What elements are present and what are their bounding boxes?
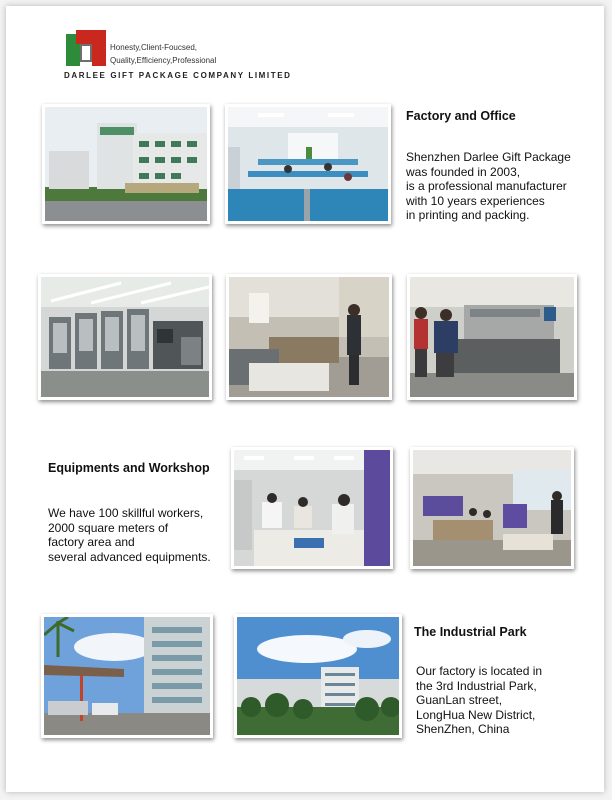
parking-lot-photo <box>41 614 213 738</box>
cutting-machine-photo <box>407 274 577 400</box>
workshop-heading: Equipments and Workshop <box>48 461 210 475</box>
office-photo <box>225 104 391 224</box>
production-floor-photo <box>410 447 574 569</box>
slogan-line1: Honesty,Client-Foucsed, <box>110 43 197 52</box>
company-logo <box>66 30 106 66</box>
slogan-line2: Quality,Efficiency,Professional <box>110 56 217 65</box>
printing-machine-photo <box>38 274 212 400</box>
factory-text: Shenzhen Darlee Gift Package was founded in 2003, is a professional manufacturer with 10 years experiences in printing and packing. <box>406 150 571 222</box>
factory-heading: Factory and Office <box>406 109 516 123</box>
factory-building-photo <box>42 104 210 224</box>
company-name: DARLEE GIFT PACKAGE COMPANY LIMITED <box>64 71 292 80</box>
industrial-park-photo <box>234 614 402 738</box>
workshop-team-photo <box>231 447 393 569</box>
park-heading: The Industrial Park <box>414 625 527 639</box>
workshop-worker-photo <box>226 274 392 400</box>
park-text: Our factory is located in the 3rd Industrial Park, GuanLan street, LongHua New District, ShenZhen, China <box>416 664 543 736</box>
workshop-text: We have 100 skillful workers, 2000 square meters of factory area and several advanced equipments. <box>48 506 211 564</box>
